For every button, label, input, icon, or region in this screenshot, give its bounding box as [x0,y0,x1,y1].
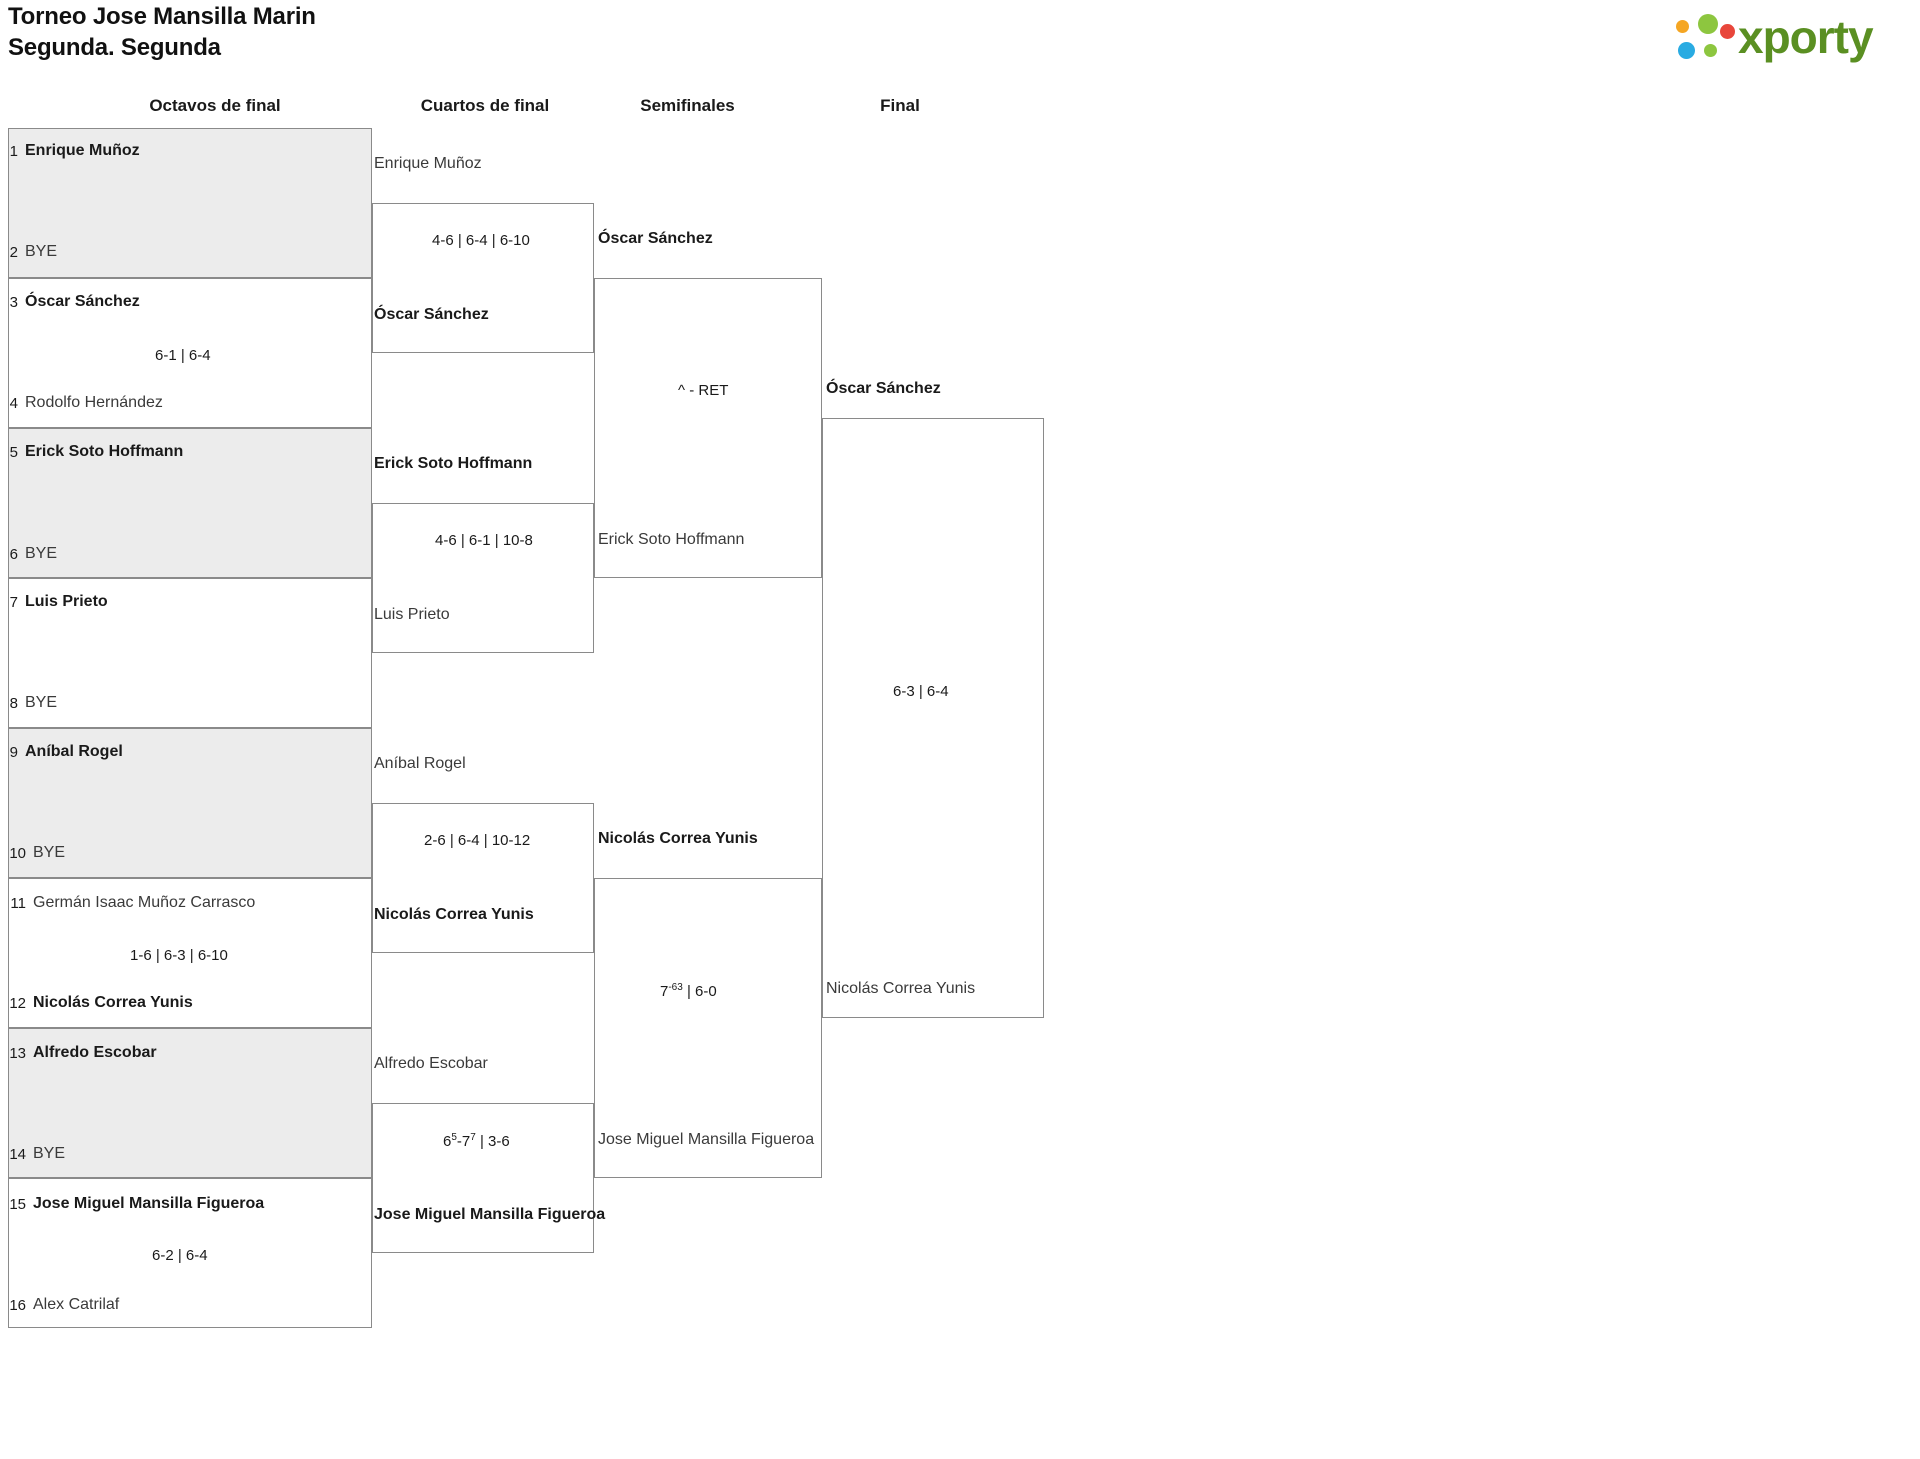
r1-seed-9: 9 [9,744,18,761]
r2-score-1: 4-6 | 6-4 | 6-10 [432,232,530,249]
round-header-octavos: Octavos de final [149,96,281,115]
r1-seed-2: 2 [9,244,18,261]
tournament-category: Segunda. Segunda [8,33,221,61]
r2-score-4: $6^5-7^7$ | 3-6 [443,1132,510,1150]
final-score: 6-3 | 6-4 [893,683,949,700]
r2-match-box-4[interactable] [372,1103,594,1253]
r1-player-2[interactable]: BYE [25,243,58,260]
r1-seed-8: 8 [9,695,18,712]
r1-player-13[interactable]: Alfredo Escobar [33,1044,157,1061]
r1-player-10[interactable]: BYE [33,844,66,861]
r1-player-8[interactable]: BYE [25,694,58,711]
r1-seed-13: 13 [9,1045,26,1062]
r2-player-4-bottom[interactable]: Jose Miguel Mansilla Figueroa [374,1206,606,1223]
logo-dots-icon [1676,14,1738,64]
final-player-bottom[interactable]: Nicolás Correa Yunis [826,980,976,997]
r1-seed-10: 10 [9,845,26,862]
r1-score-2: 1-6 | 6-3 | 6-10 [130,947,228,964]
r1-player-6[interactable]: BYE [25,545,58,562]
logo-dot-blue [1678,42,1695,59]
final-match-box[interactable] [822,418,1044,1018]
r1-seed-7: 7 [9,594,18,611]
r2-score-3: 2-6 | 6-4 | 10-12 [424,832,531,849]
page-title [8,2,316,63]
r2-score-2: 4-6 | 6-1 | 10-8 [435,532,533,549]
r2-match-box-2[interactable] [372,503,594,653]
r1-score-1: 6-1 | 6-4 [155,347,211,364]
r1-player-7[interactable]: Luis Prieto [25,593,108,610]
r1-player-12[interactable]: Nicolás Correa Yunis [33,994,193,1011]
r2-player-2-bottom[interactable]: Luis Prieto [374,606,450,623]
r2-player-1-top[interactable]: Enrique Muñoz [374,155,482,172]
r1-seed-12: 12 [9,995,26,1012]
r1-player-3[interactable]: Óscar Sánchez [25,293,140,310]
r1-player-5[interactable]: Erick Soto Hoffmann [25,443,184,460]
logo-dot-green-small [1704,44,1717,57]
logo-wordmark: xporty [1738,11,1873,63]
final-player-top[interactable]: Óscar Sánchez [826,380,941,397]
r1-seed-14: 14 [9,1146,26,1163]
logo-dot-green [1698,14,1718,34]
page-header [0,0,1920,80]
r2-player-3-top[interactable]: Aníbal Rogel [374,755,466,772]
r2-player-1-bottom[interactable]: Óscar Sánchez [374,306,489,323]
r3-score-1: ^ - RET [678,382,729,399]
logo-dot-orange [1676,20,1689,33]
r1-player-16[interactable]: Alex Catrilaf [33,1296,120,1313]
r3-score-2: $7^{-63}$ | 6-0 [660,982,717,1000]
r2-player-3-bottom[interactable]: Nicolás Correa Yunis [374,906,534,923]
r1-player-9[interactable]: Aníbal Rogel [25,743,123,760]
round-header-cuartos: Cuartos de final [420,96,550,115]
r1-player-1[interactable]: Enrique Muñoz [25,142,140,159]
r1-seed-3: 3 [9,294,18,311]
logo-dot-red [1720,24,1735,39]
r1-player-4[interactable]: Rodolfo Hernández [25,394,163,411]
r1-seed-1: 1 [9,143,18,160]
round-header-final: Final [880,96,920,115]
r1-seed-11: 11 [10,895,26,912]
r1-seed-4: 4 [9,395,18,412]
r2-player-4-top[interactable]: Alfredo Escobar [374,1055,488,1072]
r1-seed-6: 6 [9,546,18,563]
r2-match-box-1[interactable] [372,203,594,353]
r1-seed-5: 5 [9,444,18,461]
r3-player-1-bottom[interactable]: Erick Soto Hoffmann [598,531,745,548]
r1-player-15[interactable]: Jose Miguel Mansilla Figueroa [33,1195,265,1212]
r3-player-2-top[interactable]: Nicolás Correa Yunis [598,830,758,847]
r3-player-1-top[interactable]: Óscar Sánchez [598,230,713,247]
r1-seed-15: 15 [9,1196,26,1213]
r2-match-box-3[interactable] [372,803,594,953]
r3-player-2-bottom[interactable]: Jose Miguel Mansilla Figueroa [598,1131,815,1148]
round-header-semis: Semifinales [640,96,735,115]
r1-player-11[interactable]: Germán Isaac Muñoz Carrasco [33,894,256,911]
xporty-logo [1676,8,1898,70]
r1-score-3: 6-2 | 6-4 [152,1247,208,1264]
r1-player-14[interactable]: BYE [33,1145,66,1162]
r1-seed-16: 16 [9,1297,26,1314]
r2-player-2-top[interactable]: Erick Soto Hoffmann [374,455,533,472]
tournament-name: Torneo Jose Mansilla Marin [8,3,316,30]
